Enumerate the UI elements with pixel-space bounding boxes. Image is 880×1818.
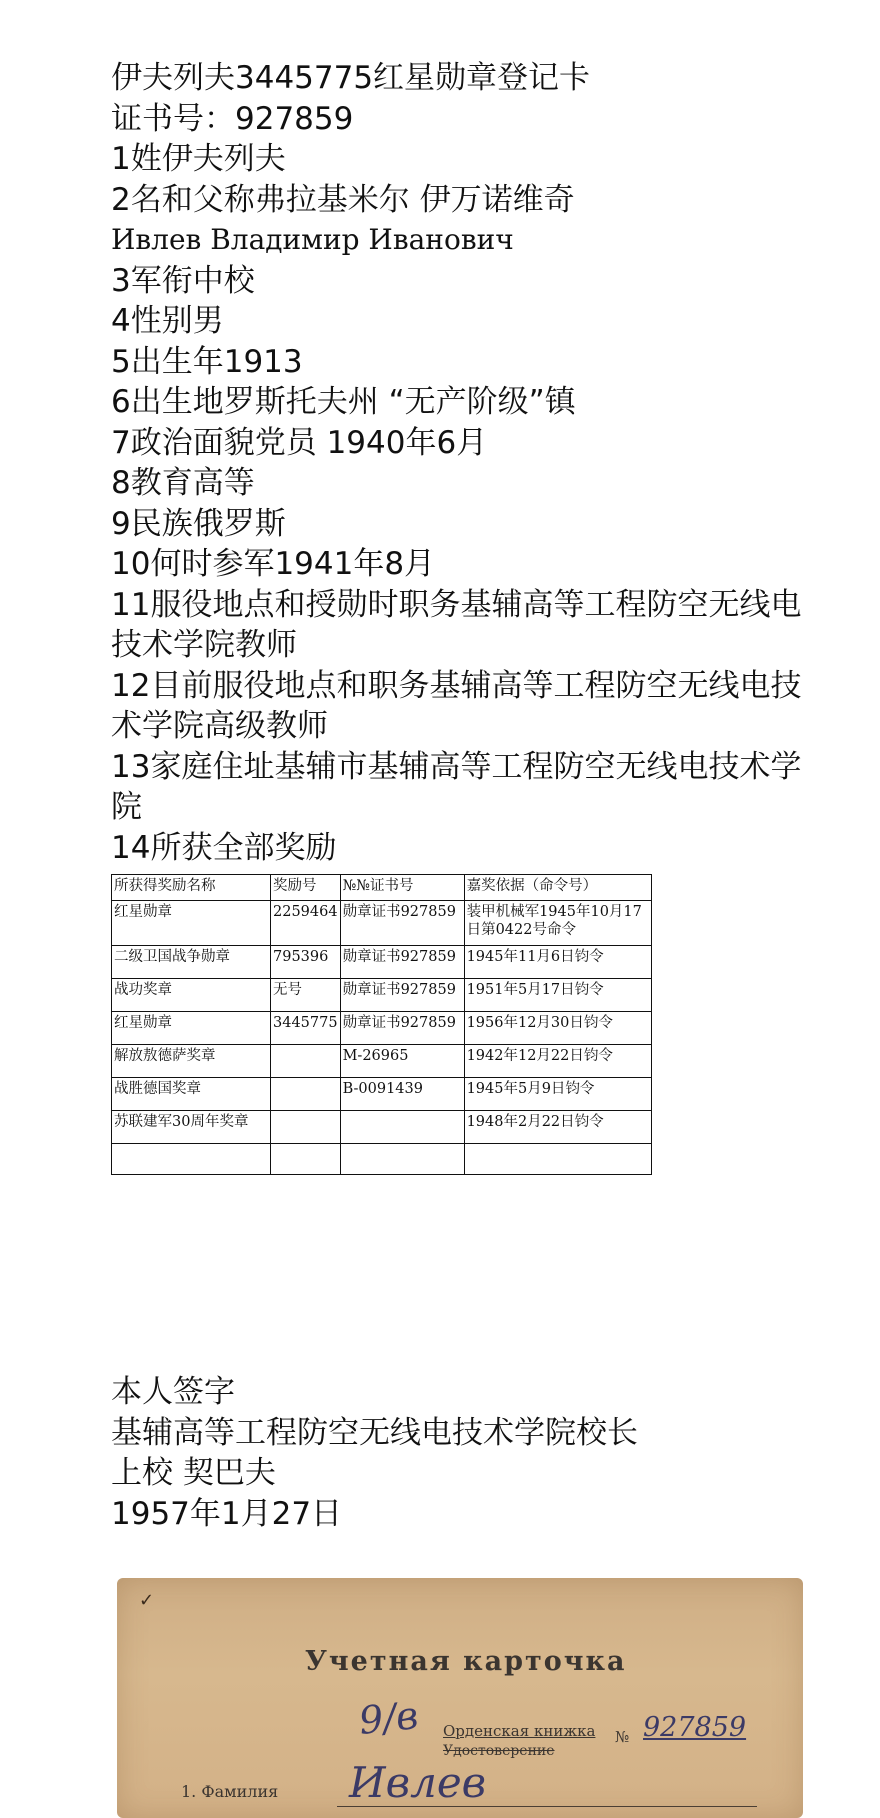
award-name-cell: 红星勋章 (112, 1012, 271, 1045)
field-name-russian: Ивлев Владимир Иванович (111, 223, 514, 256)
certificate-number: 证书号：927859 (111, 100, 354, 137)
award-name-cell: 苏联建军30周年奖章 (112, 1111, 271, 1144)
certificate-cell (340, 1111, 464, 1144)
table-row (112, 1111, 652, 1144)
number-sign: № (615, 1728, 630, 1746)
certificate-label-struck: Удостоверение (443, 1743, 555, 1759)
header-award-name: 所获得奖励名称 (112, 875, 271, 901)
field-name-patronymic: 2名和父称弗拉基米尔 伊万诺维奇 (111, 181, 575, 218)
header-award-basis: 嘉奖依据（命令号） (464, 875, 651, 901)
field-party: 7政治面貌党员 1940年6月 (111, 424, 488, 461)
award-name-cell: 解放敖德萨奖章 (112, 1045, 271, 1078)
basis-cell: 1951年5月17日钧令 (464, 979, 651, 1012)
basis-cell: 1942年12月22日钧令 (464, 1045, 651, 1078)
field-birthplace: 6出生地罗斯托夫州 “无产阶级”镇 (111, 384, 576, 420)
field-nationality: 9民族俄罗斯 (111, 505, 286, 542)
award-name-cell: 战胜德国奖章 (112, 1078, 271, 1111)
basis-cell (464, 1144, 651, 1175)
field-service-at-award: 11服役地点和授勋时职务基辅高等工程防空无线电技术学院教师 (111, 586, 802, 663)
signature-block (111, 1372, 638, 1534)
handwritten-number: 927859 (643, 1712, 747, 1743)
certificate-cell: 勋章证书927859 (340, 1012, 464, 1045)
field-home-address: 13家庭住址基辅市基辅高等工程防空无线电技术学院 (111, 748, 802, 825)
table-row (112, 1078, 652, 1111)
certificate-cell (340, 1144, 464, 1175)
award-number-cell (271, 1111, 341, 1144)
field-rank: 3军衔中校 (111, 262, 255, 299)
surname-label: 1. Фамилия (181, 1782, 279, 1801)
document-body (111, 58, 831, 1175)
table-row (112, 901, 652, 946)
awards-table (111, 874, 652, 1175)
handwritten-surname: Ивлев (349, 1758, 487, 1807)
field-enlisted: 10何时参军1941年8月 (111, 546, 436, 582)
certificate-cell: M-26965 (340, 1045, 464, 1078)
order-book-label: Орденская книжка (443, 1722, 596, 1740)
signature-date: 1957年1月27日 (111, 1495, 343, 1532)
award-number-cell (271, 1078, 341, 1111)
award-number-cell: 2259464 (271, 901, 341, 946)
basis-cell: 1945年5月9日钧令 (464, 1078, 651, 1111)
award-number-cell (271, 1144, 341, 1175)
header-certificate-number: №№证书号 (340, 875, 464, 901)
awards-header-row (112, 875, 652, 901)
field-current-service: 12目前服役地点和职务基辅高等工程防空无线电技术学院高级教师 (111, 667, 802, 744)
certificate-cell: 勋章证书927859 (340, 946, 464, 979)
basis-cell: 装甲机械军1945年10月17日第0422号命令 (464, 901, 651, 946)
field-sex: 4性别男 (111, 303, 224, 339)
basis-cell: 1945年11月6日钧令 (464, 946, 651, 979)
table-row (112, 1045, 652, 1078)
certificate-cell: 勋章证书927859 (340, 979, 464, 1012)
check-mark-icon: ✓ (139, 1590, 155, 1611)
surname-underline (337, 1806, 757, 1807)
award-name-cell: 战功奖章 (112, 979, 271, 1012)
signer-position: 基辅高等工程防空无线电技术学院校长 (111, 1414, 638, 1451)
award-number-cell: 795396 (271, 946, 341, 979)
award-name-cell (112, 1144, 271, 1175)
certificate-cell: 勋章证书927859 (340, 901, 464, 946)
signature-label: 本人签字 (111, 1374, 235, 1410)
basis-cell: 1948年2月22日钧令 (464, 1111, 651, 1144)
card-title: 伊夫列夫3445775红星勋章登记卡 (111, 60, 591, 96)
award-number-cell: 3445775 (271, 1012, 341, 1045)
table-row (112, 1012, 652, 1045)
field-all-awards: 14所获全部奖励 (111, 829, 337, 866)
original-card-photo (117, 1578, 803, 1818)
field-education: 8教育高等 (111, 465, 255, 501)
handwritten-series: 9/в (356, 1693, 421, 1743)
award-number-cell (271, 1045, 341, 1078)
basis-cell: 1956年12月30日钧令 (464, 1012, 651, 1045)
card-photo-title: Учетная карточка (305, 1646, 627, 1677)
table-row (112, 946, 652, 979)
table-row (112, 1144, 652, 1175)
signer-name: 上校 契巴夫 (111, 1455, 276, 1491)
field-surname: 1姓伊夫列夫 (111, 141, 286, 177)
award-name-cell: 红星勋章 (112, 901, 271, 946)
header-award-number: 奖励号 (271, 875, 341, 901)
award-number-cell: 无号 (271, 979, 341, 1012)
certificate-cell: B-0091439 (340, 1078, 464, 1111)
table-row (112, 979, 652, 1012)
field-birth-year: 5出生年1913 (111, 343, 303, 380)
award-name-cell: 二级卫国战争勋章 (112, 946, 271, 979)
